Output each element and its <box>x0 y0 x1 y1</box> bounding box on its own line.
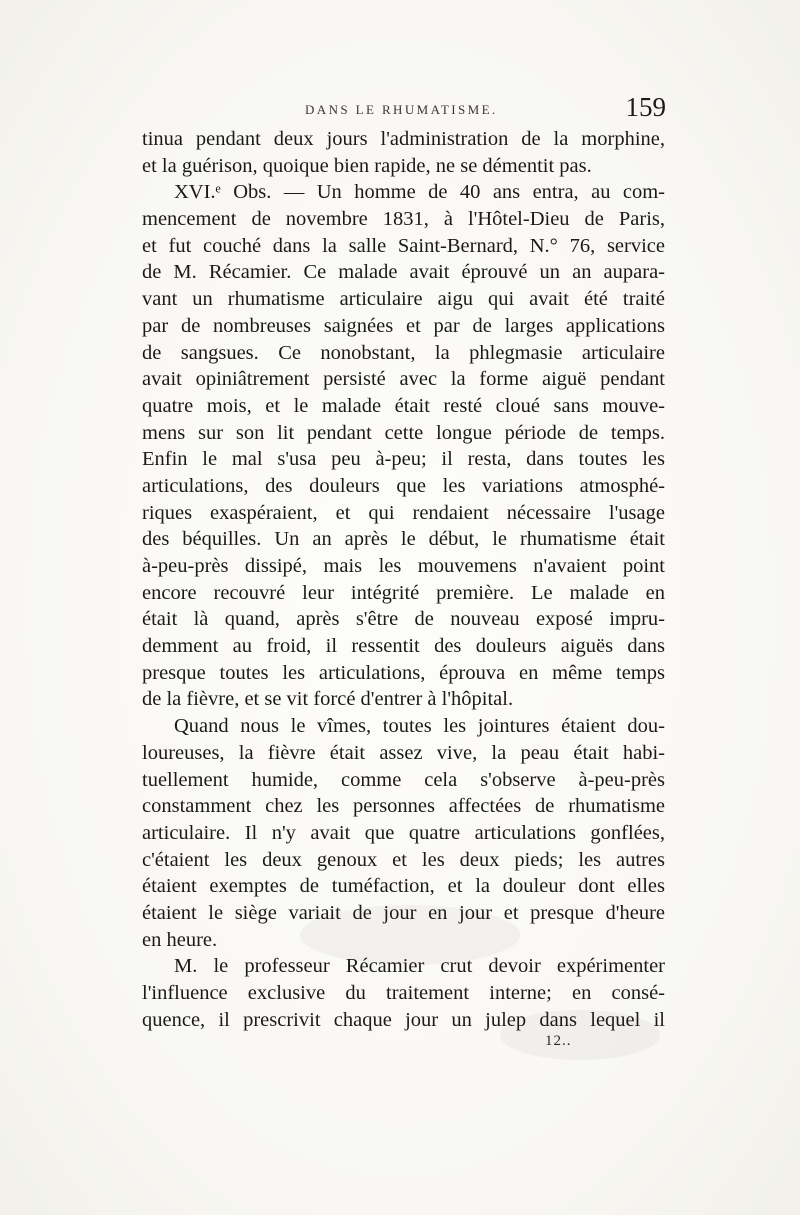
text-line: en heure. <box>142 928 218 951</box>
text-line: articulaire. Il n'y avait que quatre articulations gonflées, <box>142 821 665 844</box>
text-line: Quand nous le vîmes, toutes les jointures étaient dou- <box>174 715 665 738</box>
text-line: étaient le siège variait de jour en jour et presque d'heure <box>142 901 665 924</box>
body-text <box>142 126 665 1033</box>
text-line: encore recouvré leur intégrité première. Le malade en <box>142 581 665 604</box>
text-line: par de nombreuses saignées et par de larges applications <box>142 314 665 337</box>
printer-signature-mark: 12.. <box>545 1033 572 1049</box>
text-line: quatre mois, et le malade était resté cloué sans mouve- <box>142 394 665 417</box>
text-line: de sangsues. Ce nonobstant, la phlegmasie articulaire <box>142 341 665 364</box>
text-line: riques exaspéraient, et qui rendaient nécessaire l'usage <box>142 501 665 524</box>
text-line: était là quand, après s'être de nouveau exposé impru- <box>142 608 665 631</box>
text-line: l'influence exclusive du traitement interne; en consé- <box>142 982 665 1004</box>
text-line: XVI.ᵉ Obs. — Un homme de 40 ans entra, au com- <box>174 181 665 204</box>
text-line: et la guérison, quoique bien rapide, ne se démentit pas. <box>142 154 592 177</box>
text-line: c'étaient les deux genoux et les deux pieds; les autres <box>142 848 665 871</box>
text-line: des béquilles. Un an après le début, le rhumatisme était <box>142 528 665 551</box>
text-line: tuellement humide, comme cela s'observe à-peu-près <box>142 768 665 791</box>
text-line: mencement de novembre 1831, à l'Hôtel-Dieu de Paris, <box>142 208 665 231</box>
text-line: M. le professeur Récamier crut devoir expérimenter <box>174 955 665 978</box>
text-line: Enfin le mal s'usa peu à-peu; il resta, dans toutes les <box>142 448 665 471</box>
text-line: mens sur son lit pendant cette longue période de temps. <box>142 421 665 444</box>
text-line: articulations, des douleurs que les variations atmosphé- <box>142 474 665 497</box>
text-line: loureuses, la fièvre était assez vive, la peau était habi- <box>142 741 665 764</box>
text-line: de M. Récamier. Ce malade avait éprouvé un an aupara- <box>142 261 665 284</box>
running-head: DANS LE RHUMATISME. <box>305 102 498 117</box>
text-line: vant un rhumatisme articulaire aigu qui avait été traité <box>142 288 665 311</box>
page-header <box>140 92 670 126</box>
text-line: de la fièvre, et se vit forcé d'entrer à l'hôpital. <box>142 688 514 711</box>
text-line: à-peu-près dissipé, mais les mouvemens n'avaient point <box>142 555 665 577</box>
text-line: étaient exemptes de tuméfaction, et la douleur dont elles <box>142 875 665 898</box>
text-line: presque toutes les articulations, éprouva en même temps <box>142 661 665 684</box>
text-line: avait opiniâtrement persisté avec la forme aiguë pendant <box>142 368 665 391</box>
text-line: tinua pendant deux jours l'administration de la morphine, <box>142 128 665 150</box>
text-line: demment au froid, il ressentit des douleurs aiguës dans <box>142 635 665 658</box>
text-line: quence, il prescrivit chaque jour un julep dans lequel il <box>142 1008 665 1031</box>
text-line: et fut couché dans la salle Saint-Bernard, N.° 76, service <box>142 234 665 257</box>
text-line: constamment chez les personnes affectées de rhumatisme <box>142 795 665 818</box>
page-number: 159 <box>625 92 666 122</box>
